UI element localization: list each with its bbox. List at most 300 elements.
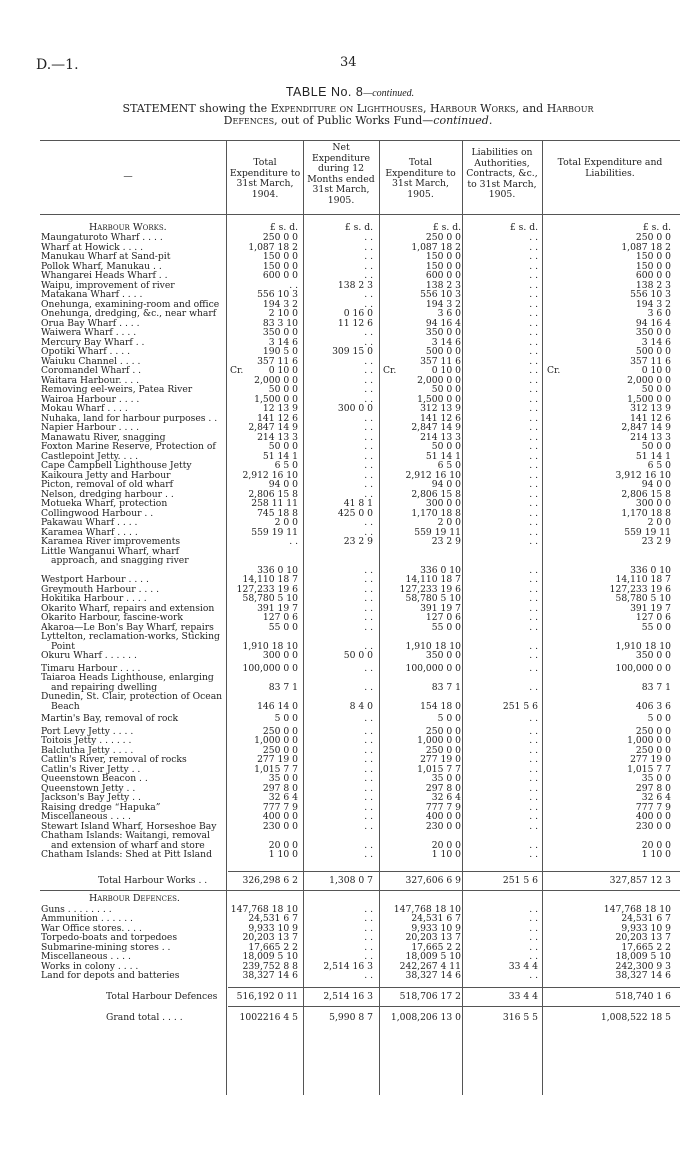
cell-c3: 24,531 6 7 [411,913,461,924]
units-c5: £ s. d. [642,222,671,233]
table-row [0,376,700,386]
cell-c3: 1,087 18 2 [411,241,461,253]
table-row [0,803,700,813]
row-label: Mercury Bay Wharf . . [41,337,145,347]
cell-c3: 147,768 18 10 [393,903,461,915]
cell-c3: 312 13 9 [420,403,461,414]
cell-c1: 100,000 0 0 [242,662,298,674]
table-row [0,714,700,727]
cell-c3: 94 16 4 [425,317,461,329]
cell-c5: 1,910 18 10 [615,640,671,652]
cell-c3: 6 5 0 [437,460,461,471]
cell-c1: 5 0 0 [274,713,298,724]
cell-c2: 41 8 1 [343,498,373,509]
cell-c2: . . [364,640,373,652]
table-row [0,651,700,664]
cell-c2: . . [364,681,373,693]
table-row [0,613,700,623]
cell-c5: 3,912 16 10 [615,469,671,481]
table-row [0,793,700,803]
table-row [0,357,700,367]
total-hw-c5: 327,857 12 3 [609,874,671,886]
row-label: Works in colony . . . . [41,961,139,971]
total-harbour-works-label: Total Harbour Works . . [98,874,208,886]
cell-c5: 51 14 1 [635,450,671,462]
cell-c4: . . [529,922,538,934]
cell-c5: 2,847 14 9 [621,422,671,433]
cell-c5: 20,203 13 7 [615,932,671,943]
units-c2: £ s. d. [344,222,373,233]
cell-c3: 230 0 0 [425,820,461,832]
units-row [0,223,700,233]
table-row [0,319,700,329]
cell-c4: . . [529,526,538,538]
cell-c1: 391 19 7 [257,602,298,614]
page-number: 34 [340,55,357,70]
table-row [0,850,700,863]
cell-c2: . . [364,922,373,934]
cell-c3: 150 0 0 [425,260,461,272]
cell-c4: . . [529,574,538,585]
table-row [0,262,700,272]
cell-c3: 194 3 2 [425,298,461,310]
table-row [0,471,700,481]
cell-c2: . . [364,460,373,471]
cell-c5: 2 0 0 [647,517,671,528]
row-label: Matakana Wharf . . . . [41,290,143,300]
cell-c1: 32 6 4 [268,792,298,803]
cell-c4: . . [529,773,538,784]
cell-c5: 559 19 11 [624,526,671,538]
row-label: Land for depots and batteries [41,971,180,981]
cell-c5: 127,233 19 6 [609,583,671,595]
row-label: Wharf at Howick . . . . [41,242,144,252]
cell-c3: 500 0 0 [425,346,461,357]
row-label: Torpedo-boats and torpedoes [41,933,178,943]
cell-c2: . . [364,725,373,737]
cell-c3: 3 14 6 [431,336,461,348]
cell-c2: 23 2 9 [343,536,373,547]
document-reference: D.—1. [36,57,79,73]
cell-c5: 3 6 0 [647,308,671,319]
row-label: Port Levy Jetty . . . . [41,726,134,736]
table-row [0,812,700,822]
cell-c3: 100,000 0 0 [405,662,461,674]
cell-c1: 6 5 0 [274,460,298,471]
cell-c3: 94 0 0 [431,479,461,490]
cell-c2: . . [364,735,373,746]
cell-c1: 350 0 0 [262,327,298,338]
cell-c1: 1,910 18 10 [242,640,298,652]
table-row [0,632,700,651]
cell-c3: 154 18 0 [420,700,461,712]
row-label: Maungaturoto Wharf . . . . [41,233,163,243]
cell-c4: . . [529,970,538,981]
total-harbour-works-row [0,872,700,890]
table-row [0,831,700,850]
cell-c1: 250 0 0 [262,725,298,737]
cell-c3: 14,110 18 7 [405,574,461,585]
cell-c4: . . [529,583,538,595]
cell-c5: 0 10 0 [641,365,671,376]
row-label: Catlin's River Jetty . . [41,764,141,774]
cell-c4: . . [529,839,538,851]
row-label: Waitara Harbour. . . . [41,375,140,385]
cell-c2: . . [364,593,373,604]
harbour-defences-heading-row [0,891,700,905]
table-row [0,585,700,595]
grand-total-c3: 1,008,206 13 0 [390,1011,461,1023]
total-harbour-defences-label: Total Harbour Defences [106,990,218,1002]
cell-c2: . . [364,384,373,395]
section-heading-harbour-works: Harbour Works. [89,222,167,233]
row-label: Kaikoura Jetty and Harbour [41,470,171,480]
row-label: Chatham Islands: Shed at Pitt Island [41,850,212,860]
cell-c1: 214 13 3 [257,431,298,443]
cell-c5: 336 0 10 [630,564,671,576]
row-label: Onehunga, examining-room and office [41,299,220,309]
table-row [0,673,700,692]
cell-c3: 50 0 0 [431,441,461,452]
cell-c1: 400 0 0 [262,811,298,822]
cell-c1: 1 10 0 [268,849,298,860]
cell-c4: . . [529,792,538,803]
total-hw-c2: 1,308 0 7 [329,874,373,886]
cell-c2: . . [364,469,373,481]
cell-c5: 357 11 6 [630,355,671,367]
table-row [0,414,700,424]
cell-c5: 6 5 0 [647,460,671,471]
cell-c3: 150 0 0 [425,251,461,262]
cell-c4: . . [529,725,538,737]
cell-c5: 138 2 3 [635,279,671,291]
cell-c5: 32 6 4 [641,792,671,803]
cell-c1: 559 19 11 [251,526,298,538]
row-label: Cape Campbell Lighthouse Jetty [41,461,192,471]
cell-c3: 559 19 11 [414,526,461,538]
cell-c4: . . [529,232,538,243]
row-label: Wairoa Harbour . . . . [41,394,140,404]
cell-c2: . . [364,251,373,262]
cell-c3: 5 0 0 [437,713,461,724]
cell-c4: . . [529,374,538,386]
harbour-works-rows [0,233,700,863]
units-c4: £ s. d. [509,222,538,233]
cell-c5: 214 13 3 [630,431,671,443]
cell-c1: 297 8 0 [262,782,298,794]
row-label: Nelson, dredging harbour . . [41,489,174,499]
table-row [0,347,700,357]
table-row [0,404,700,414]
cell-c1: 55 0 0 [268,621,298,633]
cell-c3: 336 0 10 [420,564,461,576]
row-label: Napier Harbour . . . . [41,423,140,433]
cell-c2: . . [364,479,373,490]
cell-c1: 94 0 0 [268,479,298,490]
cell-c1: 1,500 0 0 [254,393,298,405]
grand-total-c5: 1,008,522 18 5 [600,1011,671,1023]
cell-c5: 350 0 0 [635,327,671,338]
table-row [0,233,700,243]
table-title-continued: —continued. [363,88,415,99]
cell-c1: 58,780 5 10 [242,593,298,604]
table-row [0,933,700,943]
cell-c5: 127 0 6 [635,612,671,623]
statement-l2c: continued. [433,114,493,127]
cell-c4: . . [529,951,538,962]
cell-c3: 277 19 0 [420,754,461,765]
row-label: Timaru Harbour . . . . [41,663,141,673]
cell-c5: 20 0 0 [641,839,671,851]
row-label: Opotiki Wharf . . . . [41,347,130,357]
cell-c2: . . [364,232,373,243]
cell-c4: . . [529,498,538,509]
cell-c1: 9,933 10 9 [248,922,298,934]
cell-c4: . . [529,735,538,746]
cell-c5: 194 3 2 [635,298,671,310]
cell-c1: 230 0 0 [262,820,298,832]
cell-c5: 3 14 6 [641,336,671,348]
table-row [0,442,700,452]
cell-c4: . . [529,564,538,576]
grand-total-c4: 316 5 5 [502,1011,538,1023]
cell-c3: 1,500 0 0 [417,393,461,405]
cell-c1: 18,009 5 10 [242,951,298,962]
row-label: Queenstown Jetty . . [41,783,136,793]
cell-c1: 194 3 2 [262,298,298,310]
units-c3: £ s. d. [432,222,461,233]
cell-c3: 556 10 3 [420,289,461,300]
cell-c1: 2,912 16 10 [242,469,298,481]
statement-l1d: Harbour [546,102,594,115]
cell-c5: 50 0 0 [641,441,671,452]
cell-c5: 400 0 0 [635,811,671,822]
cell-c2: . . [364,713,373,724]
cell-c2: . . [364,260,373,272]
cell-c1: 12 13 9 [262,403,298,414]
table-row [0,755,700,765]
table-row [0,366,700,376]
cell-c4: . . [529,279,538,291]
cell-c2: . . [364,913,373,924]
cell-c5: 350 0 0 [635,650,671,661]
cell-c4: . . [529,811,538,822]
cell-c2: . . [364,763,373,775]
cell-c5: 94 0 0 [641,479,671,490]
col-head-total-1904: Total Expenditure to 31st March, 1904. [229,157,301,200]
table-row [0,774,700,784]
cell-c3: 38,327 14 6 [405,970,461,981]
cell-c4: . . [529,593,538,604]
cell-c2: 138 2 3 [337,279,373,291]
cell-c1: 1,015 7 7 [254,763,298,775]
cell-c2: . . [364,374,373,386]
cell-c1: 83 3 10 [262,317,298,329]
table-row [0,905,700,915]
cell-c3: 357 11 6 [420,355,461,367]
cell-c2: 8 4 0 [349,700,373,712]
row-label: Toitois Jetty . . . . . . [41,736,132,746]
total-hd-c1: 516,192 0 11 [236,990,298,1002]
row-label: Balclutha Jetty . . . . [41,745,134,755]
cell-c5: 1,015 7 7 [627,763,671,775]
table-row [0,924,700,934]
cell-c4: . . [529,650,538,661]
row-label: Removing eel-weirs, Patea River [41,385,193,395]
row-label: Akaroa—Le Bon's Bay Wharf, repairs [41,622,214,632]
cell-c2: . . [364,662,373,674]
cell-c5: 250 0 0 [635,725,671,737]
cell-c2: . . [364,574,373,585]
row-label: Guns . . . . . . . . [41,904,112,914]
table-body [0,223,700,1029]
cell-c2: . . [364,612,373,623]
cell-c2: . . [364,564,373,576]
statement-l2b: , out of Public Works Fund— [274,114,434,127]
cell-c3: 2,000 0 0 [417,374,461,386]
row-label: Castlepoint Jetty. . . . [41,451,139,461]
cell-c3: 242,267 4 11 [399,960,461,972]
cell-c2: . . [364,327,373,338]
cell-c3: 127 0 6 [425,612,461,623]
table-row [0,385,700,395]
total-hw-c1: 326,298 6 2 [242,874,298,886]
table-row [0,727,700,737]
cell-c1: 150 0 0 [262,251,298,262]
row-label: Waiwera Wharf . . . . [41,328,137,338]
cell-c3: 55 0 0 [431,621,461,633]
cell-c3: 51 14 1 [425,450,461,462]
cell-c4: . . [529,260,538,272]
statement-l2a: Defences [223,114,275,127]
cell-c2: . . [364,412,373,424]
cell-c4: . . [529,317,538,329]
cell-c5: 38,327 14 6 [615,970,671,981]
cell-c3: 0 10 0 [431,365,461,376]
cell-c1: 250 0 0 [262,744,298,756]
cell-c2: . . [364,241,373,253]
col-head-liabilities: Liabilities on Authorities, Contracts, &c., to 31st March, 1905. [466,147,538,201]
cell-c3: 141 12 6 [420,412,461,424]
table-row [0,433,700,443]
cell-c2: . . [364,811,373,822]
cell-c1: 50 0 0 [268,441,298,452]
row-label: Okarito Wharf, repairs and extension [41,603,215,613]
cell-c3: 17,665 2 2 [411,941,461,953]
total-hd-c4: 33 4 4 [508,990,538,1002]
cell-c4: . . [529,932,538,943]
statement-l1a: STATEMENT showing the [122,102,271,115]
cell-c1: 250 0 0 [262,232,298,243]
cell-c3: 32 6 4 [431,792,461,803]
row-label: Dunedin, St. Clair, protection of Ocean Beach [41,692,223,711]
cell-c2: . . [364,621,373,633]
cell-c4: . . [529,801,538,813]
cell-c1: 17,665 2 2 [248,941,298,953]
grand-total-c1: 1002216 4 5 [239,1011,298,1023]
total-hd-c3: 518,706 17 2 [399,990,461,1002]
cell-c2: . . [364,517,373,528]
col-head-net-12mo: Net Expenditure during 12 Months ended 31st March, 1905. [307,142,375,206]
total-hd-c2: 2,514 16 3 [323,990,373,1002]
row-label: Manawatu River, snagging [41,432,166,442]
cell-c1: 1,000 0 0 [254,735,298,746]
cell-c4: 251 5 6 [502,700,538,712]
cell-c5: 250 0 0 [635,232,671,243]
cell-c2: 50 0 0 [343,650,373,661]
table-row [0,480,700,490]
table-top-rule [40,140,680,141]
table-row [0,736,700,746]
row-label: Motueka Wharf, protection [41,499,168,509]
cell-c4: . . [529,763,538,775]
cell-c1: . . [289,536,298,547]
cell-c4: . . [529,507,538,519]
row-label: Lyttelton, reclamation-works, Sticking Point [41,632,220,651]
cell-c5: 14,110 18 7 [615,574,671,585]
cell-c1: 3 14 6 [268,336,298,348]
cell-c1: 300 0 0 [262,650,298,661]
grand-total-row [0,1007,700,1029]
cell-c2: . . [364,583,373,595]
cell-c3: 58,780 5 10 [405,593,461,604]
table-title [0,85,700,99]
cell-c2: . . [364,441,373,452]
cell-c5: 2,806 15 8 [621,488,671,500]
cell-c2: . . [364,970,373,981]
cell-c3: 350 0 0 [425,650,461,661]
cell-c5: 250 0 0 [635,744,671,756]
cell-c3: 2,806 15 8 [411,488,461,500]
statement-caption [38,103,678,127]
row-label: Waiuku Channel . . . . [41,356,141,366]
cell-c3: 50 0 0 [431,384,461,395]
table-row [0,746,700,756]
table-row [0,537,700,547]
table-row [0,328,700,338]
cell-c5: 58,780 5 10 [615,593,671,604]
cell-c5: 1,087 18 2 [621,241,671,253]
cell-c1: 83 7 1 [268,681,298,693]
cell-c2: 11 12 6 [337,317,373,329]
credit-marker: Cr. [547,365,561,376]
cell-c5: 600 0 0 [635,270,671,281]
cell-c4: . . [529,941,538,953]
row-label: Okarito Harbour, fascine-work [41,613,183,623]
cell-c5: 1 10 0 [641,849,671,860]
cell-c5: 50 0 0 [641,384,671,395]
row-label: Miscellaneous . . . . [41,952,131,962]
cell-c2: . . [364,365,373,376]
total-hd-c5: 518,740 1 6 [615,990,671,1002]
row-label: Coromandel Wharf . . [41,366,142,376]
header-bottom-rule [40,214,680,215]
cell-c3: 9,933 10 9 [411,922,461,934]
cell-c2: . . [364,820,373,832]
cell-c2: . . [364,782,373,794]
table-row [0,461,700,471]
cell-c3: 20,203 13 7 [405,932,461,943]
cell-c1: 777 7 9 [262,801,298,813]
col-head-item: — [123,171,133,182]
table-row [0,452,700,462]
cell-c1: 20,203 13 7 [242,932,298,943]
row-label: Onehunga, dredging, &c., near wharf [41,309,217,319]
table-row [0,765,700,775]
table-row [0,623,700,633]
row-label: Manukau Wharf at Sand-pit [41,252,171,262]
table-row [0,971,700,981]
